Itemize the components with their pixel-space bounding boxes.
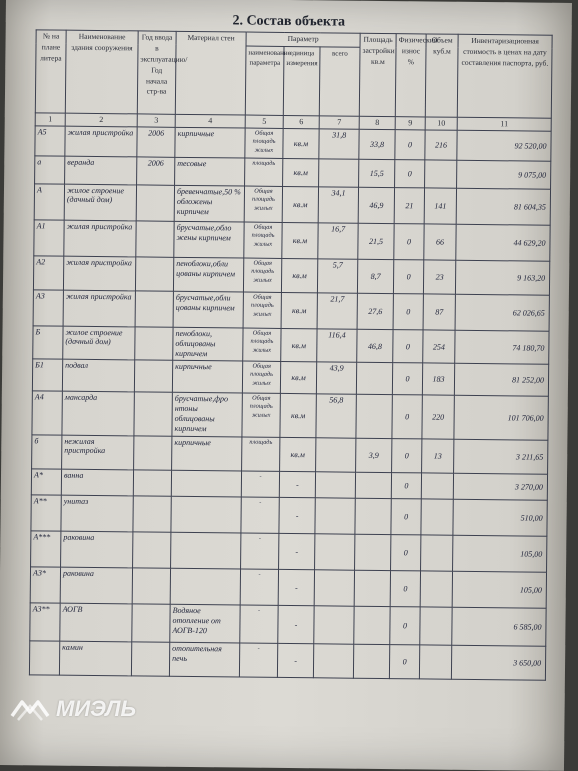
cell-wall-material: кирпичные — [175, 127, 245, 158]
cell-litera: А2 — [33, 256, 63, 290]
cell-building-name: раковина — [60, 567, 132, 604]
cell-building-name: веранда — [65, 156, 137, 185]
cell-volume: 183 — [422, 363, 454, 395]
cell-litera: А — [34, 184, 64, 220]
cell-parameter-name: - — [240, 605, 278, 643]
cell-parameter-unit: - — [278, 605, 314, 643]
header-year: Год ввода в эксплуатацию/ Год начала стр-ва — [137, 31, 176, 114]
column-number: 9 — [395, 117, 425, 130]
header-litera: № на плане литера — [35, 30, 66, 113]
cell-building-area — [354, 606, 390, 644]
cell-year — [133, 470, 171, 496]
cell-parameter-name: - — [241, 471, 279, 497]
cell-year — [136, 185, 174, 221]
cell-year — [135, 327, 173, 360]
cell-year — [132, 568, 170, 604]
cell-wall-material — [171, 532, 241, 569]
cell-parameter-total — [315, 472, 355, 498]
cell-litera: А1 — [34, 220, 64, 256]
cell-parameter-name: Общая площадь жилых — [243, 328, 281, 361]
cell-parameter-unit: - — [279, 471, 315, 497]
cell-wall-material: брусчатые,обли цованы кирпичем — [173, 291, 243, 328]
table-row — [31, 495, 547, 536]
cell-building-area: 46,8 — [357, 329, 393, 362]
cell-building-name: мансарда — [62, 391, 134, 436]
cell-building-area — [356, 394, 392, 438]
column-number: 4 — [175, 114, 245, 128]
object-composition-table — [29, 29, 553, 680]
column-number: 1 — [35, 113, 65, 126]
cell-wall-material: пеноблоки, облицованы кирпичем — [173, 327, 243, 361]
cell-inventory-cost: 105,00 — [453, 535, 547, 572]
column-number: 5 — [245, 115, 283, 128]
cell-parameter-total — [313, 644, 353, 678]
cell-physical-wear: 0 — [392, 395, 422, 439]
cell-year — [134, 436, 172, 470]
page-title: 2. Состав объекта — [232, 13, 346, 30]
cell-building-name: жилая пристройка — [63, 256, 135, 291]
watermark — [10, 696, 136, 722]
cell-parameter-name: Общая площадь жилых — [244, 222, 282, 258]
cell-physical-wear: 0 — [391, 499, 421, 535]
cell-parameter-unit: - — [278, 569, 314, 605]
cell-parameter-unit: кв.м — [283, 158, 319, 186]
cell-wall-material: пеноблоки,обли цованы кирпичем — [173, 257, 243, 292]
cell-inventory-cost: 105,00 — [452, 571, 546, 608]
cell-wall-material: кирпичные — [172, 360, 242, 393]
cell-parameter-total: 16,7 — [318, 223, 358, 259]
column-number: 3 — [137, 114, 175, 127]
cell-wall-material: отопительная печь — [169, 642, 239, 677]
cell-building-name: жилая пристройка — [65, 126, 137, 157]
cell-building-area: 21,5 — [358, 223, 394, 259]
cell-physical-wear: 0 — [394, 224, 424, 260]
cell-building-area: 15,5 — [359, 159, 395, 187]
cell-building-area: 33,8 — [359, 129, 395, 159]
table-row — [33, 256, 549, 295]
table-row — [30, 567, 546, 608]
cell-wall-material: кирпичные — [172, 436, 242, 471]
cell-litera: А3** — [30, 603, 60, 641]
cell-inventory-cost: 92 520,00 — [457, 130, 551, 161]
cell-parameter-name: - — [240, 569, 278, 605]
header-param-total: всего — [319, 47, 360, 117]
cell-inventory-cost: 62 026,65 — [455, 294, 549, 331]
cell-parameter-unit: кв.м — [283, 128, 319, 158]
cell-building-area — [356, 362, 392, 394]
cell-year: 2006 — [137, 127, 175, 157]
cell-volume: 216 — [425, 130, 457, 160]
header-parameter: Параметр — [246, 32, 360, 47]
cell-parameter-total: 56,8 — [316, 394, 356, 438]
cell-parameter-unit: кв.м — [281, 328, 317, 361]
cell-litera: А3 — [33, 290, 63, 326]
cell-volume: 13 — [422, 439, 454, 473]
cell-physical-wear: 0 — [391, 473, 421, 499]
cell-inventory-cost: 81 252,00 — [454, 363, 548, 396]
cell-building-area — [355, 472, 391, 498]
cell-parameter-total: 21,7 — [317, 293, 357, 329]
cell-inventory-cost: 3 650,00 — [451, 645, 545, 680]
cell-building-area: 3,9 — [356, 438, 392, 472]
cell-volume — [425, 160, 457, 188]
cell-litera: а — [35, 156, 65, 184]
cell-building-name: раковина — [61, 531, 133, 568]
cell-litera: А*** — [31, 531, 61, 567]
header-material: Материал стен — [175, 31, 246, 115]
cell-building-name: жилое строение (дачный дом) — [64, 184, 136, 221]
column-number: 2 — [65, 113, 137, 127]
cell-wall-material: тесовые — [175, 157, 245, 186]
cell-litera: А5 — [35, 126, 65, 156]
table-row — [31, 531, 547, 572]
cell-year — [134, 392, 172, 436]
cell-parameter-total: 116,4 — [317, 329, 357, 362]
cell-year — [133, 532, 171, 568]
watermark-text: МИЭЛЬ — [56, 696, 137, 721]
cell-year: 2006 — [137, 157, 175, 185]
header-param-name: наименование параметра — [245, 46, 284, 116]
cell-physical-wear: 0 — [395, 130, 425, 160]
cell-parameter-name: Общая площадь жилых — [242, 361, 280, 393]
cell-parameter-unit: - — [279, 533, 315, 569]
cell-parameter-unit: кв.м — [282, 222, 318, 258]
cell-parameter-name: площадь — [245, 158, 283, 186]
cell-building-name: подвал — [62, 359, 134, 392]
cell-parameter-total: 43,9 — [316, 362, 356, 394]
cell-parameter-total — [314, 606, 354, 644]
cell-parameter-total — [316, 438, 356, 472]
cell-physical-wear: 0 — [390, 571, 420, 607]
cell-inventory-cost: 101 706,00 — [454, 395, 548, 440]
cell-physical-wear: 0 — [390, 607, 420, 645]
cell-year — [131, 642, 169, 676]
cell-parameter-name: Общая площадь жилых — [244, 186, 282, 222]
column-number: 10 — [425, 117, 457, 130]
cell-building-name: жилая пристройка — [63, 290, 135, 327]
cell-physical-wear: 0 — [393, 260, 423, 294]
table-row — [34, 220, 550, 261]
cell-wall-material: Водяное отопление от АОГВ-120 — [170, 604, 240, 643]
cell-volume — [421, 473, 453, 499]
table-row — [30, 603, 546, 646]
cell-building-name: унитаз — [61, 495, 133, 532]
miel-logo-icon — [10, 696, 50, 722]
cell-year — [136, 221, 174, 257]
cell-physical-wear: 0 — [392, 439, 422, 473]
cell-parameter-total: 34,1 — [318, 187, 358, 223]
cell-parameter-name: - — [241, 533, 279, 569]
cell-wall-material: бревенчатые,50 % обложены кирпичем — [174, 185, 244, 222]
column-number: 11 — [457, 117, 551, 131]
cell-building-area — [355, 498, 391, 534]
cell-physical-wear: 0 — [393, 294, 423, 330]
header-wear: Физический износ % — [395, 34, 426, 117]
cell-inventory-cost: 81 604,35 — [456, 188, 550, 225]
cell-litera: А* — [31, 469, 61, 495]
cell-volume: 66 — [424, 224, 456, 260]
cell-parameter-unit: кв.м — [281, 292, 317, 328]
cell-wall-material — [170, 568, 240, 605]
table-body — [29, 126, 551, 680]
cell-parameter-unit: - — [279, 497, 315, 533]
cell-wall-material: брусчатые,фро нтоны облицованы кирпичем — [172, 392, 242, 437]
cell-year — [135, 291, 173, 327]
cell-physical-wear: 0 — [389, 645, 419, 679]
cell-building-area — [355, 534, 391, 570]
table-row — [29, 641, 545, 680]
cell-parameter-total — [314, 570, 354, 606]
cell-year — [132, 604, 170, 642]
cell-physical-wear: 0 — [391, 535, 421, 571]
cell-wall-material — [171, 496, 241, 533]
cell-volume — [419, 645, 451, 679]
cell-parameter-name: Общая площадь жилых — [242, 393, 280, 437]
cell-volume — [421, 535, 453, 571]
cell-building-name: АОГВ — [60, 603, 132, 642]
table-row — [32, 391, 548, 440]
header-cost: Инвентаризационная стоимость в ценах на дату составления паспорта, руб. — [457, 34, 552, 118]
header-area: Площадь застройки кв.м — [359, 33, 396, 116]
column-number: 8 — [359, 116, 395, 129]
column-number: 6 — [283, 115, 319, 128]
cell-parameter-name: площадь — [242, 437, 280, 471]
cell-volume: 220 — [422, 395, 454, 439]
cell-volume — [421, 499, 453, 535]
cell-physical-wear: 0 — [392, 363, 422, 395]
header-name: Наименование здания сооружения — [65, 30, 138, 114]
cell-inventory-cost: 74 180,70 — [455, 330, 549, 364]
cell-litera: б — [32, 435, 62, 469]
cell-volume — [420, 571, 452, 607]
cell-inventory-cost: 9 075,00 — [457, 160, 551, 189]
header-param-unit: единица измерения — [283, 46, 320, 115]
cell-parameter-total: 5,7 — [317, 259, 357, 293]
column-number: 7 — [319, 116, 359, 129]
cell-litera: Б — [33, 326, 63, 359]
cell-inventory-cost: 6 585,00 — [452, 607, 546, 646]
cell-wall-material: брусчатые,обло жены кирпичем — [174, 221, 244, 258]
cell-building-name: жилое строение (дачный дом) — [63, 326, 135, 360]
cell-building-area — [354, 570, 390, 606]
cell-volume: 23 — [423, 260, 455, 294]
cell-parameter-total: 31,8 — [319, 129, 359, 159]
cell-volume — [420, 607, 452, 645]
cell-building-name: жилая пристройка — [64, 220, 136, 257]
table-row — [34, 184, 550, 225]
cell-wall-material — [171, 470, 241, 497]
cell-physical-wear: 0 — [393, 330, 423, 363]
cell-parameter-unit: кв.м — [282, 186, 318, 222]
table-row — [33, 326, 549, 364]
cell-inventory-cost: 9 163,20 — [455, 260, 549, 295]
cell-building-name: нежилая пристройка — [62, 435, 134, 470]
cell-parameter-unit: кв.м — [280, 361, 316, 393]
cell-parameter-total — [315, 534, 355, 570]
table-row — [32, 359, 548, 396]
cell-parameter-name: Общая площадь жилых — [245, 128, 283, 158]
cell-parameter-total — [319, 159, 359, 187]
cell-parameter-unit: кв.м — [280, 393, 316, 437]
cell-litera: А4 — [32, 391, 62, 435]
cell-physical-wear: 21 — [394, 188, 424, 224]
cell-litera: А3* — [30, 567, 60, 603]
cell-physical-wear: 0 — [395, 160, 425, 188]
table-row — [32, 435, 548, 474]
cell-litera: А** — [31, 495, 61, 531]
cell-volume: 87 — [423, 294, 455, 330]
cell-parameter-unit: - — [277, 643, 313, 677]
cell-parameter-unit: кв.м — [280, 437, 316, 471]
cell-litera — [29, 641, 59, 675]
table-row — [33, 290, 549, 331]
cell-litera: Б1 — [32, 359, 62, 391]
cell-year — [135, 257, 173, 291]
cell-parameter-total — [315, 498, 355, 534]
cell-parameter-name: - — [239, 643, 277, 677]
cell-parameter-unit: кв.м — [281, 258, 317, 292]
cell-building-area: 46,9 — [358, 187, 394, 223]
cell-inventory-cost: 44 629,20 — [456, 224, 550, 261]
cell-year — [133, 496, 171, 532]
cell-building-area: 27,6 — [357, 293, 393, 329]
header-volume: Объем куб.м — [425, 34, 458, 117]
cell-year — [134, 360, 172, 392]
cell-volume: 141 — [424, 188, 456, 224]
cell-parameter-name: - — [241, 497, 279, 533]
cell-inventory-cost: 3 211,65 — [454, 439, 548, 474]
cell-building-name: камин — [59, 641, 131, 676]
cell-building-area — [353, 644, 389, 678]
cell-inventory-cost: 510,00 — [453, 499, 547, 536]
cell-inventory-cost: 3 270,00 — [453, 473, 547, 500]
cell-volume: 254 — [423, 330, 455, 363]
cell-building-area: 8,7 — [357, 259, 393, 293]
cell-parameter-name: Общая площадь жилых — [243, 292, 281, 328]
cell-parameter-name: Общая площадь жилых — [243, 258, 281, 292]
cell-building-name: ванна — [61, 469, 133, 496]
